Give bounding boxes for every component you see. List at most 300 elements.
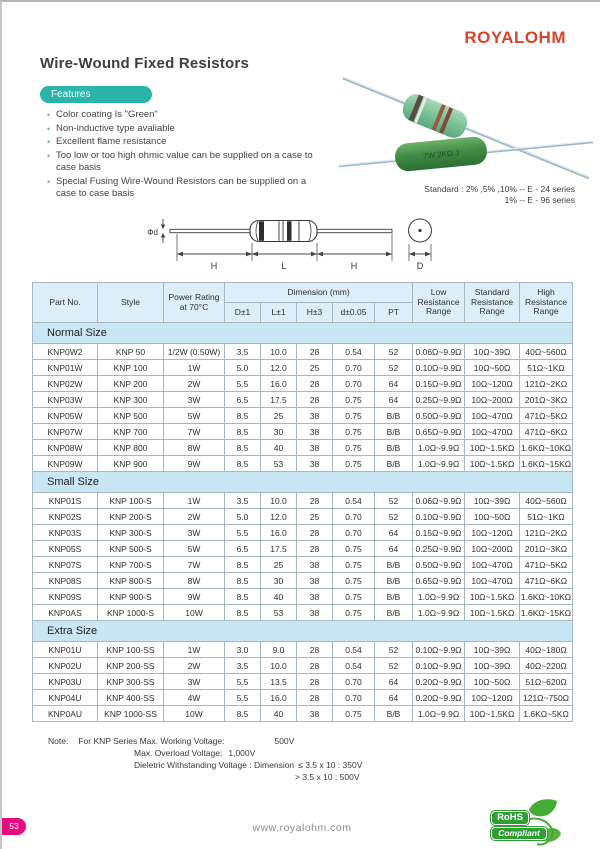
table-cell: 28: [297, 658, 333, 674]
table-cell: 38: [297, 573, 333, 589]
table-cell: 16.0: [261, 376, 297, 392]
table-cell: 8.5: [225, 605, 261, 621]
table-cell: KNP 200: [98, 376, 164, 392]
table-cell: 28: [297, 642, 333, 658]
table-cell: 38: [297, 456, 333, 472]
table-cell: 64: [375, 392, 413, 408]
table-cell: 0.50Ω~9.9Ω: [413, 557, 465, 573]
table-cell: 1.0Ω~9.9Ω: [413, 456, 465, 472]
table-cell: 10Ω~39Ω: [465, 344, 520, 360]
resistor-photo: [335, 66, 599, 186]
table-cell: KNP02S: [33, 509, 98, 525]
section-header-row: [33, 472, 573, 493]
table-cell: 4W: [164, 690, 225, 706]
page-number-badge: 53: [2, 818, 26, 835]
table-cell: 1.6KΩ~15KΩ: [520, 605, 573, 621]
table-cell: 9W: [164, 589, 225, 605]
table-cell: 10Ω~470Ω: [465, 424, 520, 440]
table-cell: 0.75: [333, 605, 375, 621]
table-cell: 10Ω~39Ω: [465, 642, 520, 658]
table-cell: 10Ω~470Ω: [465, 557, 520, 573]
table-cell: 8.5: [225, 557, 261, 573]
note-line: > 3.5 x 10 : 500V: [295, 772, 360, 782]
table-cell: 1.0Ω~9.9Ω: [413, 589, 465, 605]
table-cell: 3W: [164, 525, 225, 541]
length-label: L: [281, 261, 287, 271]
table-cell: 5.0: [225, 360, 261, 376]
table-cell: 0.75: [333, 408, 375, 424]
table-cell: 52: [375, 344, 413, 360]
table-cell: 38: [297, 557, 333, 573]
table-cell: 471Ω~5KΩ: [520, 408, 573, 424]
table-row: [33, 525, 573, 541]
table-cell: KNP01W: [33, 360, 98, 376]
table-cell: 40: [261, 440, 297, 456]
table-cell: KNP 300-S: [98, 525, 164, 541]
table-cell: 52: [375, 642, 413, 658]
website-url: www.royalohm.com: [252, 822, 352, 834]
col-header-standard-range: Standard Resistance Range: [465, 283, 520, 323]
table-cell: 5.5: [225, 525, 261, 541]
note-line: Dieletric Withstanding Voltage : Dimension ≤ 3.5 x 10 : 350V: [134, 760, 363, 770]
table-cell: 40: [261, 706, 297, 722]
table-cell: KNP 50: [98, 344, 164, 360]
table-cell: 201Ω~3KΩ: [520, 392, 573, 408]
table-cell: 28: [297, 376, 333, 392]
table-cell: 0.70: [333, 360, 375, 376]
table-cell: KNP07S: [33, 557, 98, 573]
table-cell: 0.50Ω~9.9Ω: [413, 408, 465, 424]
table-cell: 0.20Ω~9.9Ω: [413, 690, 465, 706]
table-row: [33, 642, 573, 658]
table-cell: KNP0W2: [33, 344, 98, 360]
table-cell: 0.15Ω~9.9Ω: [413, 525, 465, 541]
col-header-pt: PT: [375, 303, 413, 323]
table-cell: 10Ω~1.5KΩ: [465, 605, 520, 621]
table-cell: 0.15Ω~9.9Ω: [413, 376, 465, 392]
table-cell: 0.10Ω~9.9Ω: [413, 658, 465, 674]
table-cell: 28: [297, 344, 333, 360]
table-cell: KNP03U: [33, 674, 98, 690]
table-cell: KNP09W: [33, 456, 98, 472]
page-title: Wire-Wound Fixed Resistors: [40, 55, 249, 72]
table-cell: 25: [297, 509, 333, 525]
table-cell: 8.5: [225, 573, 261, 589]
table-cell: KNP 700-S: [98, 557, 164, 573]
section-header-row: [33, 323, 573, 344]
table-row: [33, 408, 573, 424]
table-cell: 1/2W (0.50W): [164, 344, 225, 360]
table-cell: 471Ω~6KΩ: [520, 424, 573, 440]
table-cell: 0.65Ω~9.9Ω: [413, 424, 465, 440]
features-list: [46, 109, 314, 202]
table-row: [33, 674, 573, 690]
table-cell: 5W: [164, 541, 225, 557]
table-cell: 8W: [164, 440, 225, 456]
table-cell: 0.70: [333, 674, 375, 690]
table-cell: 2W: [164, 376, 225, 392]
table-cell: B/B: [375, 557, 413, 573]
table-cell: 121Ω~2KΩ: [520, 376, 573, 392]
table-cell: 52: [375, 493, 413, 509]
table-cell: 10Ω~200Ω: [465, 392, 520, 408]
table-cell: KNP 1000-S: [98, 605, 164, 621]
table-cell: 0.54: [333, 344, 375, 360]
table-row: [33, 360, 573, 376]
table-cell: 471Ω~6KΩ: [520, 573, 573, 589]
note-prefix: Note:: [48, 736, 69, 746]
table-cell: 40Ω~560Ω: [520, 344, 573, 360]
note-line: Note: For KNP Series Max. Working Voltage: 500V: [48, 736, 295, 746]
table-cell: B/B: [375, 424, 413, 440]
table-cell: 6.5: [225, 392, 261, 408]
table-cell: 10Ω~470Ω: [465, 408, 520, 424]
table-cell: 8.5: [225, 424, 261, 440]
table-cell: 16.0: [261, 525, 297, 541]
table-cell: 12.0: [261, 509, 297, 525]
section-title: Small Size: [33, 472, 573, 493]
table-cell: KNP 100-S: [98, 493, 164, 509]
col-header-power: Power Rating at 70°C: [164, 283, 225, 323]
table-cell: 0.75: [333, 706, 375, 722]
table-cell: 5W: [164, 408, 225, 424]
table-cell: KNP 500: [98, 408, 164, 424]
table-cell: 25: [297, 360, 333, 376]
table-cell: 10W: [164, 706, 225, 722]
table-cell: 121Ω~2KΩ: [520, 525, 573, 541]
table-cell: 38: [297, 408, 333, 424]
table-row: [33, 605, 573, 621]
table-cell: B/B: [375, 706, 413, 722]
col-header-d: D±1: [225, 303, 261, 323]
rohs-title: RoHS: [491, 811, 529, 825]
table-cell: 1W: [164, 360, 225, 376]
table-cell: 1.0Ω~9.9Ω: [413, 440, 465, 456]
table-cell: 3.5: [225, 658, 261, 674]
table-cell: KNP 200-S: [98, 509, 164, 525]
table-cell: KNP05W: [33, 408, 98, 424]
table-cell: 10.0: [261, 344, 297, 360]
table-cell: KNP 300: [98, 392, 164, 408]
dimension-diagram: [2, 202, 600, 280]
note-line: Max. Overload Voltage: 1,000V: [134, 748, 256, 758]
table-cell: 17.5: [261, 392, 297, 408]
col-header-l: L±1: [261, 303, 297, 323]
h-left-label: H: [210, 261, 218, 271]
table-cell: 10Ω~50Ω: [465, 509, 520, 525]
table-cell: 121Ω~750Ω: [520, 690, 573, 706]
section-title: Normal Size: [33, 323, 573, 344]
table-cell: 471Ω~5KΩ: [520, 557, 573, 573]
table-cell: 1.0Ω~9.9Ω: [413, 706, 465, 722]
table-cell: KNP0AU: [33, 706, 98, 722]
table-cell: 3W: [164, 392, 225, 408]
table-cell: 1W: [164, 493, 225, 509]
table-cell: 0.75: [333, 440, 375, 456]
col-header-low-range: Low Resistance Range: [413, 283, 465, 323]
table-cell: 7W: [164, 557, 225, 573]
table-cell: 10Ω~39Ω: [465, 493, 520, 509]
table-row: [33, 392, 573, 408]
table-cell: 0.70: [333, 376, 375, 392]
table-cell: 8.5: [225, 706, 261, 722]
table-cell: 40Ω~220Ω: [520, 658, 573, 674]
table-cell: 2W: [164, 658, 225, 674]
table-cell: 10Ω~39Ω: [465, 658, 520, 674]
table-cell: B/B: [375, 573, 413, 589]
table-cell: 28: [297, 392, 333, 408]
resistor-body-marked: [394, 136, 488, 173]
table-cell: 0.10Ω~9.9Ω: [413, 509, 465, 525]
table-cell: 0.06Ω~9.9Ω: [413, 493, 465, 509]
table-row: [33, 557, 573, 573]
table-cell: 17.5: [261, 541, 297, 557]
table-cell: 1.6KΩ~5KΩ: [520, 706, 573, 722]
table-cell: 52: [375, 658, 413, 674]
resistor-marking: 7W 2KΩ J: [422, 148, 460, 161]
feature-item: • Non-inductive type avaliable: [46, 123, 314, 136]
table-cell: 53: [261, 605, 297, 621]
table-cell: 1W: [164, 642, 225, 658]
table-cell: 0.75: [333, 392, 375, 408]
table-cell: KNP03W: [33, 392, 98, 408]
table-cell: 52: [375, 360, 413, 376]
table-cell: 28: [297, 525, 333, 541]
table-cell: 6.5: [225, 541, 261, 557]
table-cell: 10Ω~1.5KΩ: [465, 440, 520, 456]
table-row: [33, 541, 573, 557]
table-cell: 10Ω~1.5KΩ: [465, 589, 520, 605]
section-title: Extra Size: [33, 621, 573, 642]
table-cell: 0.75: [333, 456, 375, 472]
table-cell: KNP03S: [33, 525, 98, 541]
table-cell: 10Ω~120Ω: [465, 376, 520, 392]
table-cell: 2W: [164, 509, 225, 525]
table-cell: 40: [261, 589, 297, 605]
feature-item: • Too low or too high ohmic value can be supplied on a case to case basis: [46, 150, 314, 175]
table-cell: 28: [297, 493, 333, 509]
table-cell: 5.0: [225, 509, 261, 525]
table-cell: 3W: [164, 674, 225, 690]
table-row: [33, 376, 573, 392]
table-cell: 10Ω~1.5KΩ: [465, 706, 520, 722]
table-cell: 10W: [164, 605, 225, 621]
table-cell: 0.54: [333, 642, 375, 658]
table-cell: 12.0: [261, 360, 297, 376]
section-header-row: [33, 621, 573, 642]
table-cell: 38: [297, 605, 333, 621]
table-cell: 1.0Ω~9.9Ω: [413, 605, 465, 621]
table-cell: 25: [261, 557, 297, 573]
note-block: [48, 735, 362, 783]
table-row: [33, 690, 573, 706]
feature-item: • Color coating Is "Green": [46, 109, 314, 122]
table-cell: 9W: [164, 456, 225, 472]
table-cell: 30: [261, 424, 297, 440]
table-cell: 28: [297, 674, 333, 690]
table-cell: 0.75: [333, 573, 375, 589]
table-cell: 0.54: [333, 658, 375, 674]
table-cell: 51Ω~1KΩ: [520, 360, 573, 376]
table-cell: 5.5: [225, 674, 261, 690]
table-cell: 5.5: [225, 690, 261, 706]
rohs-badge: [489, 798, 561, 849]
feature-item: • Special Fusing Wire-Wound Resistors can be supplied on a case to case basis: [46, 176, 314, 201]
table-cell: 0.75: [333, 541, 375, 557]
col-header-dimension: Dimension (mm): [225, 283, 413, 303]
table-cell: 10.0: [261, 493, 297, 509]
resistor-body-banded: [399, 91, 471, 142]
table-cell: 1.6KΩ~15KΩ: [520, 456, 573, 472]
table-cell: 64: [375, 541, 413, 557]
table-cell: 0.25Ω~9.9Ω: [413, 541, 465, 557]
col-header-d-small: d±0.05: [333, 303, 375, 323]
table-row: [33, 344, 573, 360]
table-cell: B/B: [375, 440, 413, 456]
table-row: [33, 509, 573, 525]
table-row: [33, 424, 573, 440]
table-cell: 51Ω~1KΩ: [520, 509, 573, 525]
table-cell: KNP02U: [33, 658, 98, 674]
spec-table: [32, 282, 573, 722]
table-cell: KNP05S: [33, 541, 98, 557]
table-cell: KNP 100-SS: [98, 642, 164, 658]
table-cell: KNP08S: [33, 573, 98, 589]
table-cell: 10Ω~120Ω: [465, 525, 520, 541]
table-cell: 1.6KΩ~10KΩ: [520, 589, 573, 605]
table-cell: 0.70: [333, 690, 375, 706]
table-cell: KNP 400-SS: [98, 690, 164, 706]
table-cell: 64: [375, 690, 413, 706]
table-cell: KNP 900-S: [98, 589, 164, 605]
table-row: [33, 573, 573, 589]
table-cell: 201Ω~3KΩ: [520, 541, 573, 557]
table-cell: 25: [261, 408, 297, 424]
table-cell: KNP 800-S: [98, 573, 164, 589]
table-cell: B/B: [375, 456, 413, 472]
table-cell: 0.75: [333, 557, 375, 573]
table-row: [33, 440, 573, 456]
table-cell: 0.75: [333, 589, 375, 605]
table-cell: KNP 900: [98, 456, 164, 472]
table-cell: 0.54: [333, 493, 375, 509]
table-cell: 8W: [164, 573, 225, 589]
table-cell: KNP 800: [98, 440, 164, 456]
table-cell: 38: [297, 440, 333, 456]
table-cell: 3.5: [225, 493, 261, 509]
table-cell: 38: [297, 589, 333, 605]
table-row: [33, 493, 573, 509]
table-cell: 0.10Ω~9.9Ω: [413, 642, 465, 658]
table-cell: KNP 300-SS: [98, 674, 164, 690]
table-cell: 1.6KΩ~10KΩ: [520, 440, 573, 456]
table-cell: B/B: [375, 589, 413, 605]
table-cell: 0.75: [333, 424, 375, 440]
h-right-label: H: [350, 261, 358, 271]
table-cell: 30: [261, 573, 297, 589]
table-cell: 16.0: [261, 690, 297, 706]
lead-right: [315, 229, 392, 232]
table-cell: 3.0: [225, 642, 261, 658]
table-cell: KNP 200-SS: [98, 658, 164, 674]
table-cell: 0.65Ω~9.9Ω: [413, 573, 465, 589]
table-cell: 28: [297, 690, 333, 706]
brand-logo: ROYALOHM: [464, 28, 566, 47]
table-row: [33, 589, 573, 605]
table-cell: 0.25Ω~9.9Ω: [413, 392, 465, 408]
table-row: [33, 706, 573, 722]
table-cell: 0.10Ω~9.9Ω: [413, 360, 465, 376]
table-cell: KNP0AS: [33, 605, 98, 621]
table-cell: 7W: [164, 424, 225, 440]
col-header-part-no: Part No.: [33, 283, 98, 323]
table-cell: KNP02W: [33, 376, 98, 392]
table-cell: 38: [297, 706, 333, 722]
table-cell: 52: [375, 509, 413, 525]
table-cell: 28: [297, 541, 333, 557]
table-cell: KNP01U: [33, 642, 98, 658]
tolerance-standard-note: Standard : 2% ,5% ,10% -- E - 24 series 1% -- E - 96 series: [424, 184, 575, 205]
table-cell: B/B: [375, 605, 413, 621]
table-cell: KNP 700: [98, 424, 164, 440]
table-cell: 10Ω~120Ω: [465, 690, 520, 706]
table-cell: 10Ω~470Ω: [465, 573, 520, 589]
table-cell: 8.5: [225, 456, 261, 472]
table-cell: 0.70: [333, 525, 375, 541]
table-cell: KNP 1000-SS: [98, 706, 164, 722]
table-cell: 10Ω~50Ω: [465, 360, 520, 376]
table-cell: 38: [297, 424, 333, 440]
table-cell: 8.5: [225, 408, 261, 424]
table-cell: 8.5: [225, 440, 261, 456]
feature-item: • Excellent flame resistance: [46, 136, 314, 149]
features-badge: Features: [40, 86, 152, 103]
table-cell: B/B: [375, 408, 413, 424]
table-cell: 53: [261, 456, 297, 472]
table-cell: 51Ω~620Ω: [520, 674, 573, 690]
table-cell: 5.5: [225, 376, 261, 392]
table-cell: 3.5: [225, 344, 261, 360]
table-cell: 40Ω~180Ω: [520, 642, 573, 658]
col-header-h: H±3: [297, 303, 333, 323]
table-cell: 8.5: [225, 589, 261, 605]
table-cell: KNP04U: [33, 690, 98, 706]
col-header-style: Style: [98, 283, 164, 323]
table-cell: KNP09S: [33, 589, 98, 605]
table-row: [33, 658, 573, 674]
table-cell: 64: [375, 525, 413, 541]
table-cell: 0.70: [333, 509, 375, 525]
table-cell: 40Ω~560Ω: [520, 493, 573, 509]
table-cell: KNP 100: [98, 360, 164, 376]
table-cell: 13.5: [261, 674, 297, 690]
table-cell: KNP07W: [33, 424, 98, 440]
col-header-high-range: High Resistance Range: [520, 283, 573, 323]
rohs-subtitle: Compliant: [491, 827, 547, 840]
table-cell: 64: [375, 674, 413, 690]
table-row: [33, 456, 573, 472]
table-cell: KNP08W: [33, 440, 98, 456]
table-cell: KNP 500-S: [98, 541, 164, 557]
table-cell: 10Ω~200Ω: [465, 541, 520, 557]
lead-diameter-label: Φd: [147, 228, 158, 237]
table-cell: 10.0: [261, 658, 297, 674]
body-diameter-label: D: [416, 261, 424, 271]
table-cell: 0.20Ω~9.9Ω: [413, 674, 465, 690]
table-cell: 9.0: [261, 642, 297, 658]
table-cell: 10Ω~50Ω: [465, 674, 520, 690]
table-cell: 64: [375, 376, 413, 392]
